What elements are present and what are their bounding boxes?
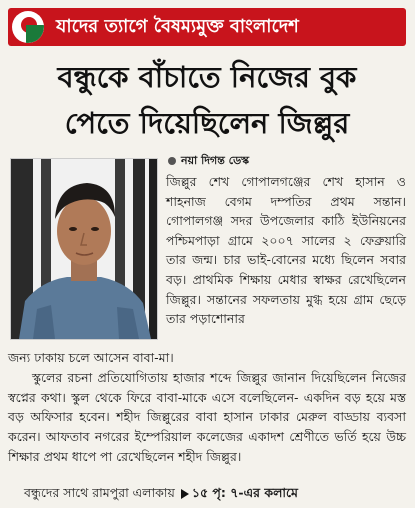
article-continuation: জন্য ঢাকায় চলে আসেন বাবা-মা। bbox=[8, 350, 174, 365]
portrait-illustration bbox=[11, 159, 157, 339]
headline-line-2: পেতে দিয়েছিলেন জিল্লুর bbox=[64, 106, 350, 140]
article-column-text: জিল্লুর শেখ গোপালগঞ্জের শেখ হাসান ও শাহনাজ বেগম দম্পতির প্রথম সন্তান। গোপালগঞ্জ সদর উপজেলার কাঠি ইউনিয়নের পশ্চিমপাড়া গ্রামে ২০০৭ সালের ২ ফেব্রুয়ারি তার জন্ম। চার ভাই-বোনের মধ্যে ছিলেন সবার বড়। প্রাথমিক শিক্ষায় মেধার স্বাক্ষর রেখেছিলেন জিল্লুর। সন্তানের সফলতায় মুগ্ধ হয়ে গ্রাম ছেড়ে তার পড়াশোনার bbox=[166, 174, 406, 327]
byline bbox=[168, 152, 249, 170]
brand-logo-icon bbox=[12, 11, 44, 43]
byline-text: নয়া দিগন্ত ডেস্ক bbox=[181, 154, 250, 167]
bullet-icon bbox=[168, 157, 176, 165]
article-body bbox=[8, 348, 406, 467]
continuation-footer bbox=[24, 484, 406, 502]
headline-line-1: বন্ধুকে বাঁচাতে নিজের বুক bbox=[57, 60, 357, 94]
portrait-photo bbox=[10, 158, 158, 340]
footer-text: বন্ধুদের সাথে রামপুরা এলাকায় bbox=[24, 485, 175, 500]
headline bbox=[8, 54, 406, 146]
banner-title: যাদের ত্যাগে বৈষম্যমুক্ত বাংলাদেশ bbox=[56, 16, 299, 37]
footer-page-reference: ১৫ পৃ: ৭-এর কলামে bbox=[191, 485, 298, 500]
continue-arrow-icon bbox=[181, 489, 189, 499]
section-banner bbox=[8, 8, 406, 46]
article-paragraph-2: স্কুলের রচনা প্রতিযোগিতায় হাজার শব্দে জিল্লুর জানান দিয়েছিলেন নিজের স্বপ্নের কথা। স্কুল থেকে ফিরে বাবা-মাকে এসে বলেছিলেন- একদিন বড় হয়ে মস্ত বড় অফিসার হবেন। শহীদ জিল্লুরের বাবা হাসান ঢাকার মেরুল বাড্ডায় ব্যবসা করেন। আফতাব নগরের ইম্পেরিয়াল কলেজের একাদশ শ্রেণীতে ভর্তি হয়ে উচ্চ শিক্ষার প্রথম ধাপে পা রেখেছিলেন শহীদ জিল্লুর। bbox=[8, 369, 406, 464]
